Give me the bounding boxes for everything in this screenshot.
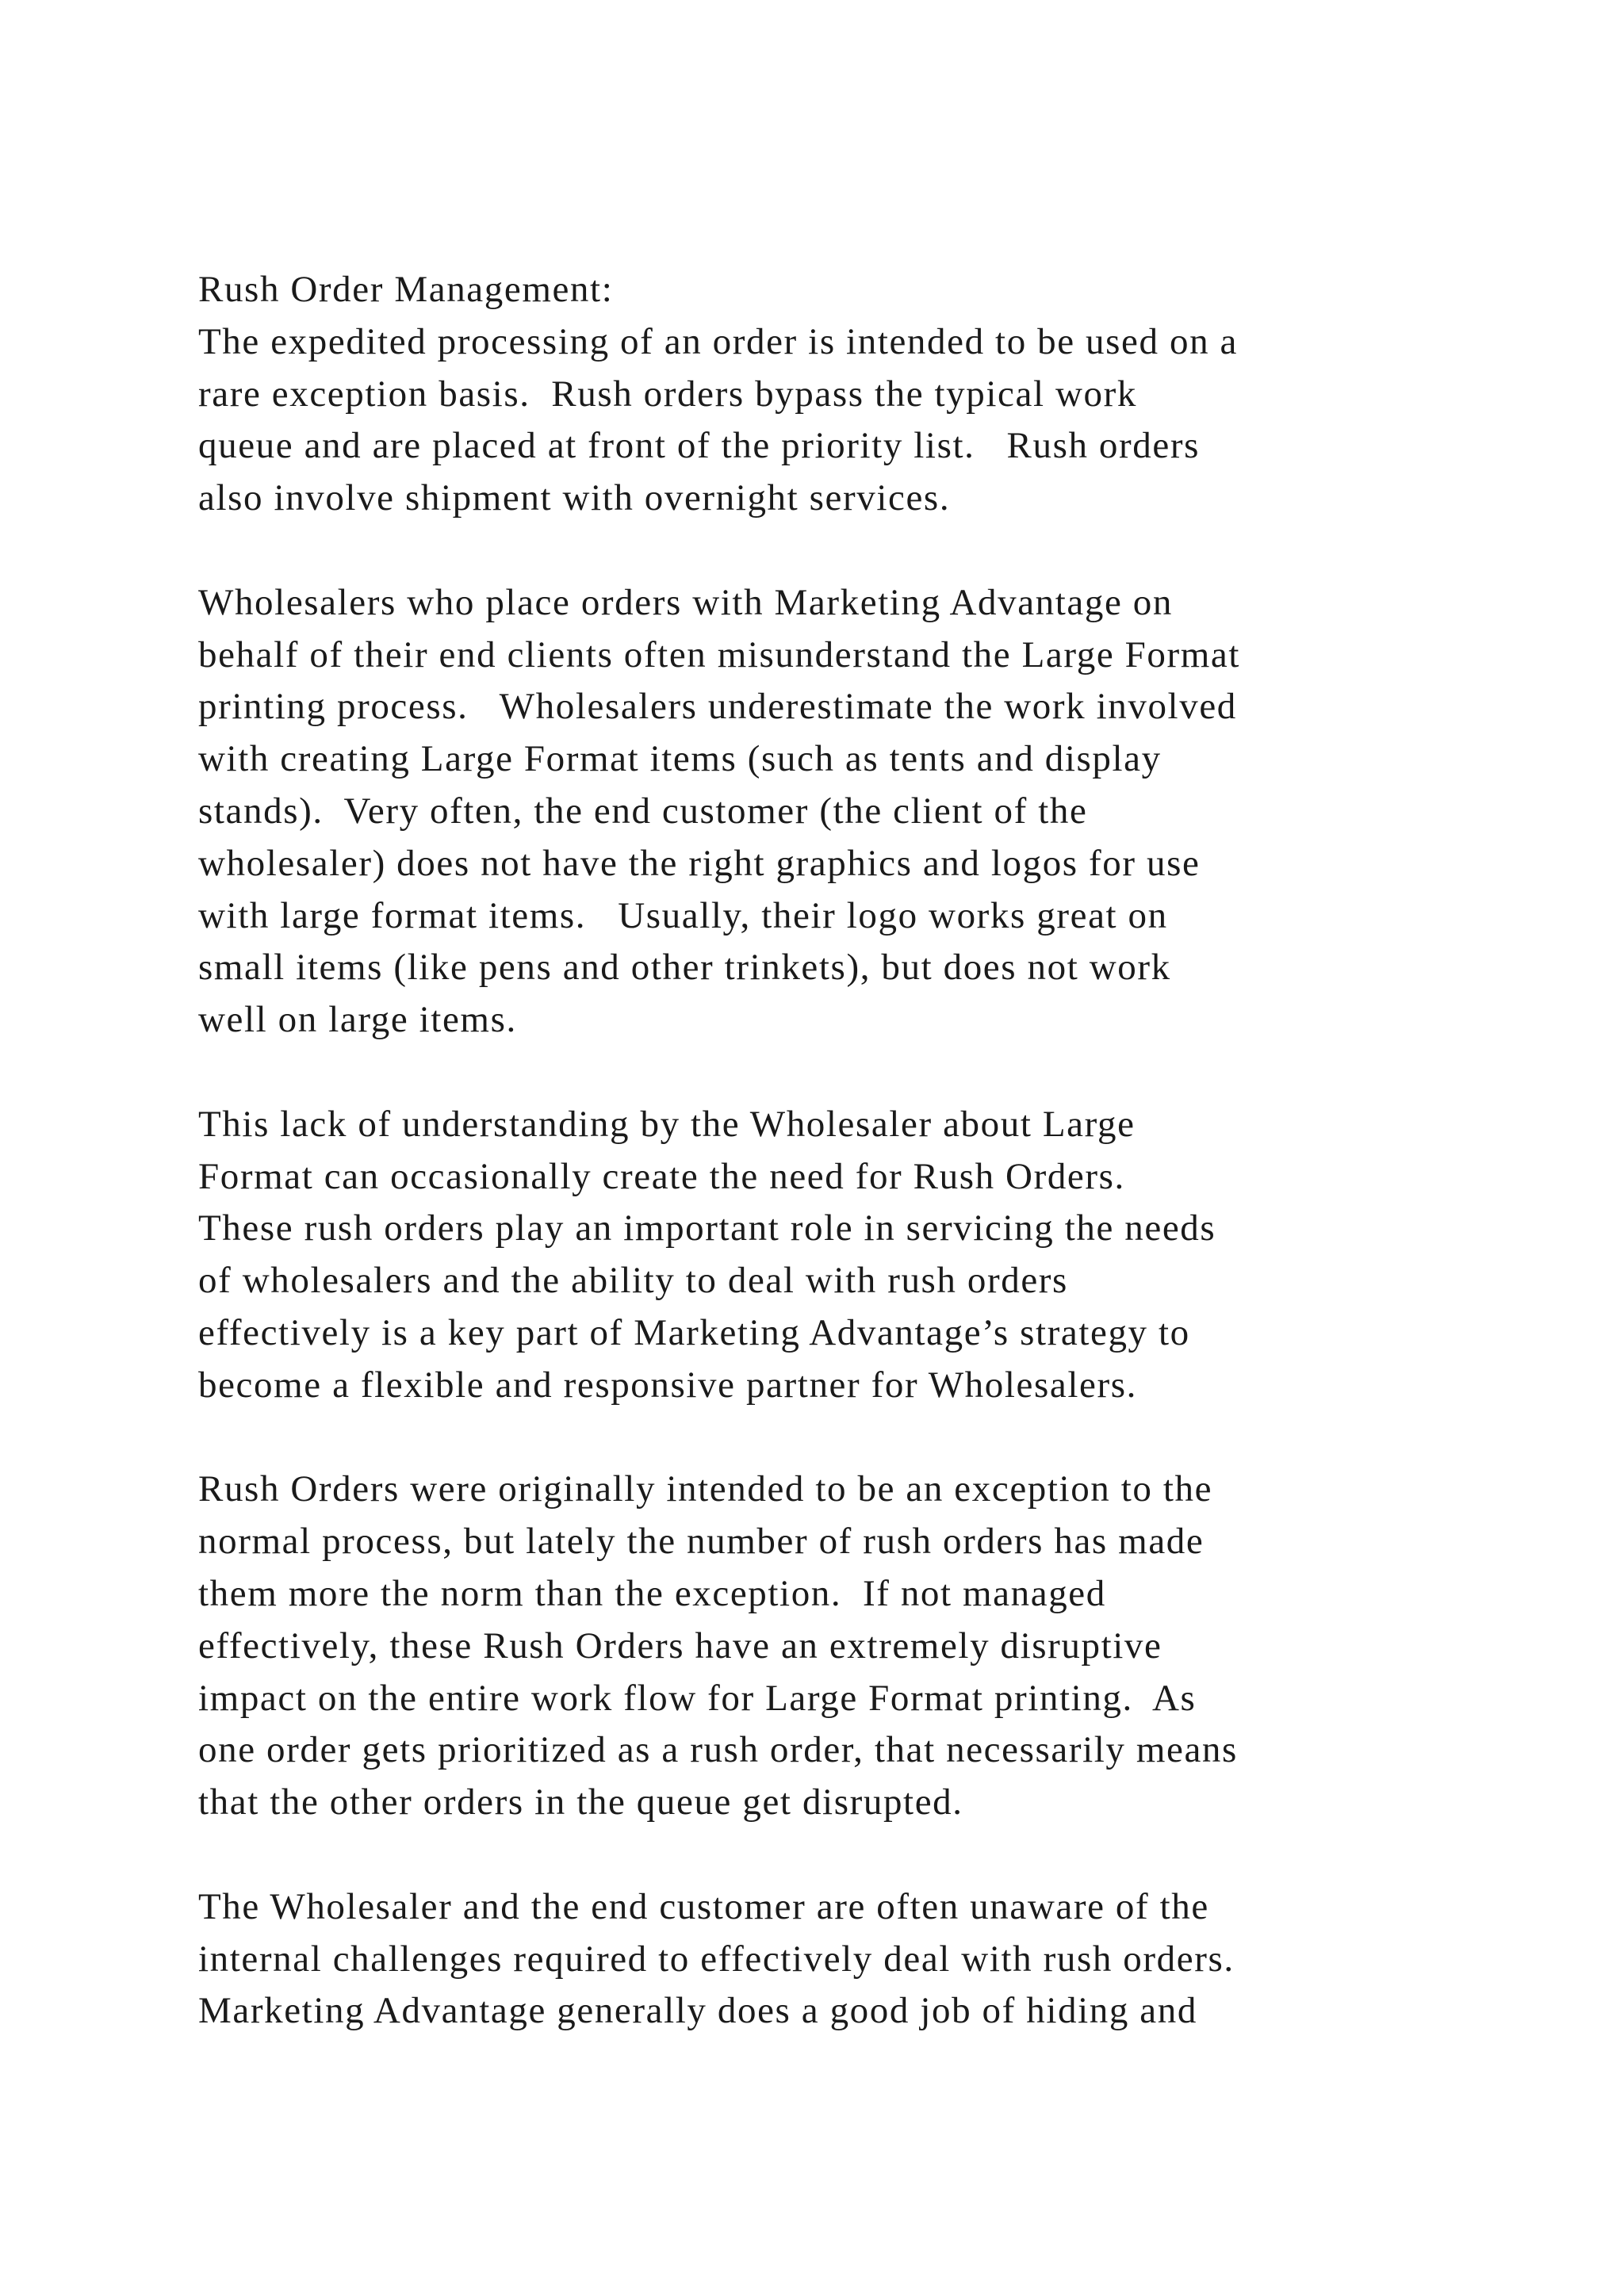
paragraph-1-line-4: also involve shipment with overnight services. [198, 477, 951, 519]
paragraph-2-line-6: wholesaler) does not have the right graphics and logos for use [198, 842, 1201, 884]
paragraph-4-line-1: Rush Orders were originally intended to be an exception to the [198, 1468, 1213, 1510]
paragraph-2-line-9: well on large items. [198, 999, 517, 1041]
paragraph-4-line-7: that the other orders in the queue get disrupted. [198, 1781, 963, 1823]
paragraph-spacer [198, 1412, 1546, 1464]
paragraph-3-line-1: This lack of understanding by the Wholesaler about Large [198, 1103, 1136, 1145]
paragraph-3-line-3: These rush orders play an important role in servicing the needs [198, 1207, 1216, 1249]
paragraph-spacer [198, 525, 1546, 577]
paragraph-spacer [198, 1047, 1546, 1099]
paragraph-spacer [198, 1829, 1546, 1881]
document-body [198, 264, 1546, 2038]
paragraph-4-line-3: them more the norm than the exception. If not managed [198, 1572, 1106, 1614]
paragraph-1-line-2: rare exception basis. Rush orders bypass the typical work [198, 373, 1137, 415]
document-heading: Rush Order Management: [198, 269, 614, 310]
paragraph-4-line-5: impact on the entire work flow for Large Format printing. As [198, 1677, 1197, 1719]
paragraph-3-line-6: become a flexible and responsive partner for Wholesalers. [198, 1364, 1137, 1406]
paragraph-4-line-4: effectively, these Rush Orders have an extremely disruptive [198, 1624, 1162, 1667]
paragraph-1-line-1: The expedited processing of an order is intended to be used on a [198, 320, 1238, 362]
paragraph-1-line-3: queue and are placed at front of the priority list. Rush orders [198, 425, 1200, 467]
paragraph-2-line-5: stands). Very often, the end customer (the client of the [198, 790, 1088, 832]
paragraph-3-line-4: of wholesalers and the ability to deal with rush orders [198, 1260, 1068, 1302]
paragraph-3-line-2: Format can occasionally create the need for Rush Orders. [198, 1155, 1125, 1197]
paragraph-5-line-2: internal challenges required to effectively deal with rush orders. [198, 1938, 1235, 1980]
paragraph-4-line-6: one order gets prioritized as a rush order, that necessarily means [198, 1729, 1238, 1771]
paragraph-2-line-8: small items (like pens and other trinkets), but does not work [198, 947, 1171, 989]
paragraph-2-line-3: printing process. Wholesalers underestimate the work involved [198, 686, 1237, 728]
paragraph-2-line-4: with creating Large Format items (such as tents and display [198, 738, 1162, 780]
paragraph-4-line-2: normal process, but lately the number of rush orders has made [198, 1521, 1205, 1563]
paragraph-5-line-3: Marketing Advantage generally does a good job of hiding and [198, 1990, 1197, 2032]
paragraph-2-line-2: behalf of their end clients often misunderstand the Large Format [198, 633, 1241, 675]
paragraph-2-line-7: with large format items. Usually, their logo works great on [198, 894, 1168, 936]
paragraph-2-line-1: Wholesalers who place orders with Marketing Advantage on [198, 581, 1174, 623]
paragraph-5-line-1: The Wholesaler and the end customer are often unaware of the [198, 1885, 1209, 1927]
paragraph-3-line-5: effectively is a key part of Marketing Advantage’s strategy to [198, 1311, 1190, 1353]
